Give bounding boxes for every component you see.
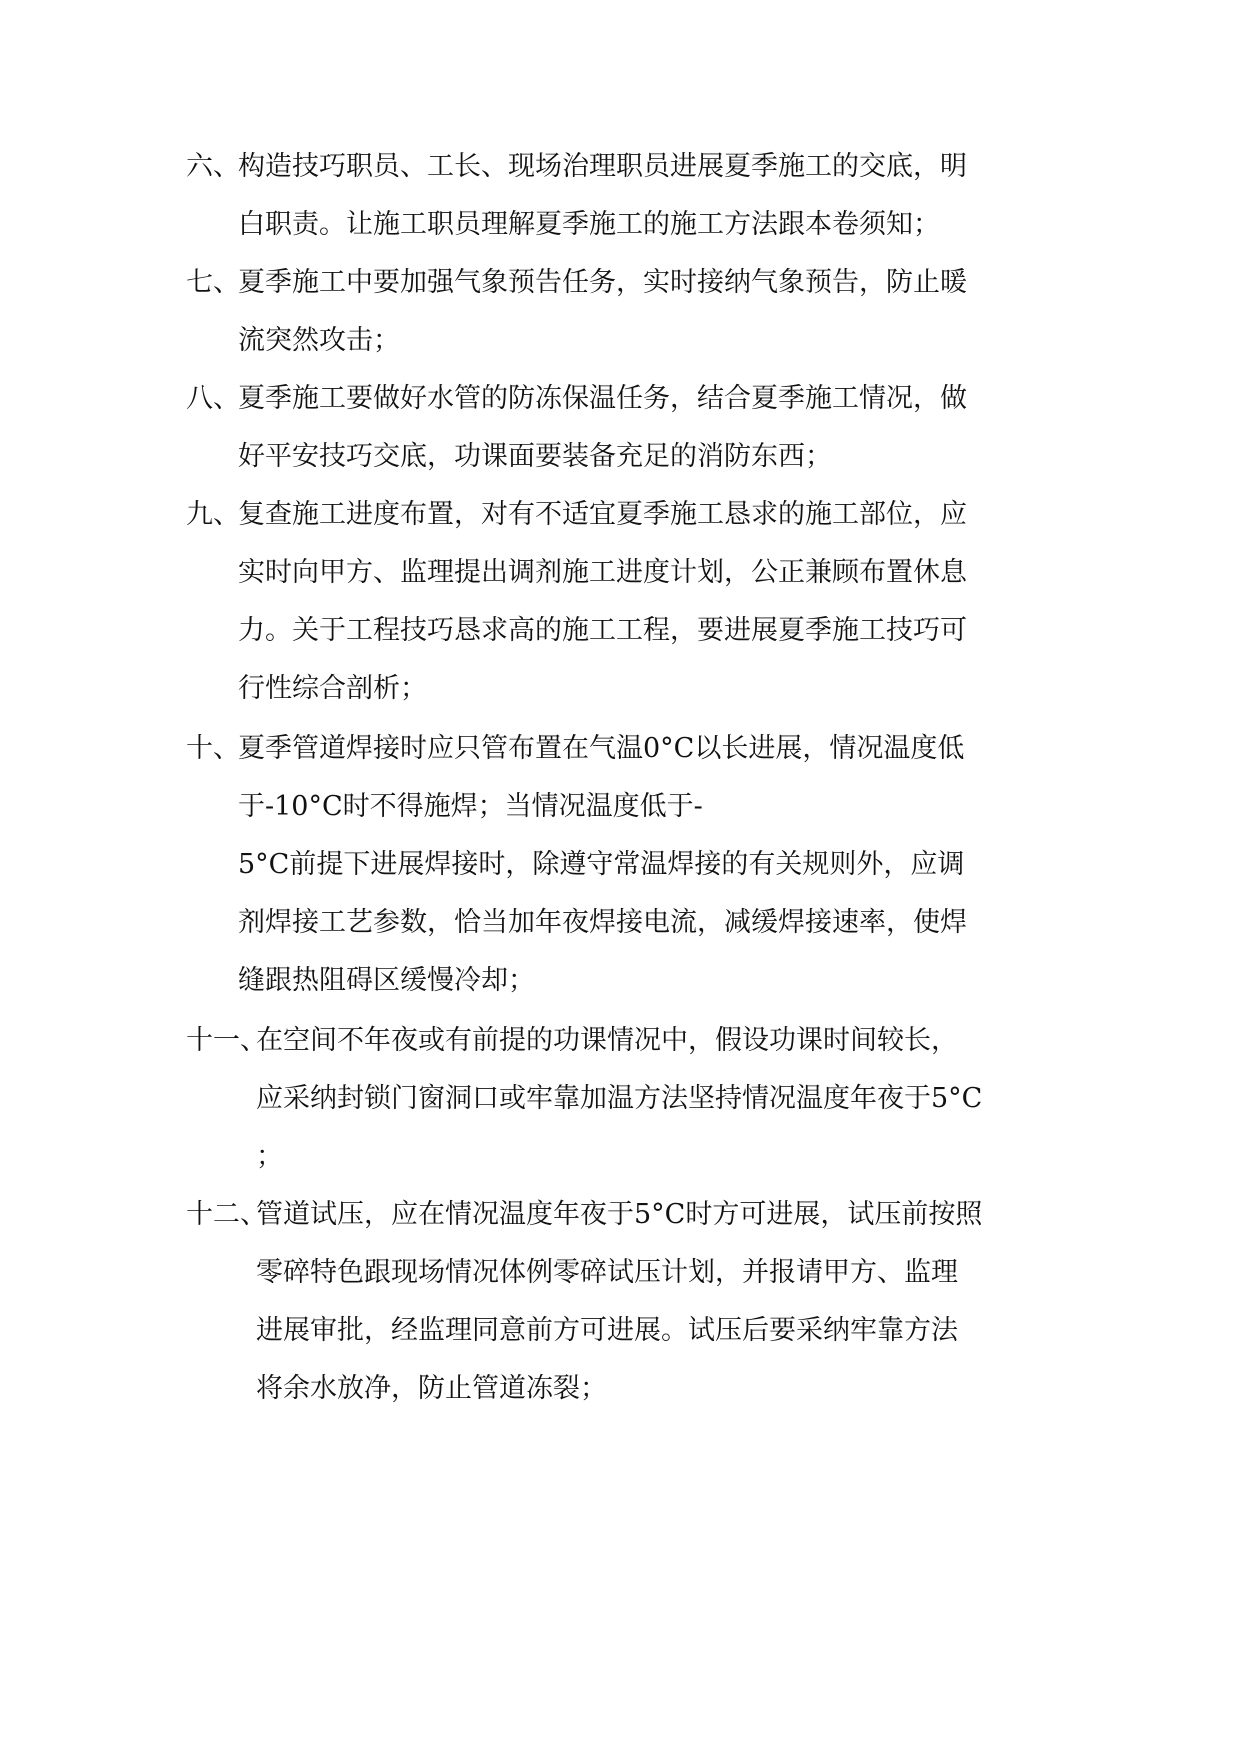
item-text-line: 力。关于工程技巧恳求高的施工工程，要进展夏季施工技巧可 [238,615,967,646]
item-text-line: 于-10°C时不得施焊；当情况温度低于- [238,791,703,822]
item-text-line: 夏季管道焊接时应只管布置在气温0°C以长进展，情况温度低 [238,733,965,764]
item-number: 十二、 [186,1199,267,1230]
item-text-line: 夏季施工要做好水管的防冻保温任务，结合夏季施工情况，做 [238,383,967,414]
item-text-line: 实时向甲方、监理提出调剂施工进度计划，公正兼顾布置休息 [238,557,967,588]
item-number: 八、 [186,383,240,414]
item-number: 七、 [186,267,240,298]
item-text-line: 剂焊接工艺参数，恰当加年夜焊接电流，减缓焊接速率，使焊 [238,907,967,938]
item-text-line: 零碎特色跟现场情况体例零碎试压计划，并报请甲方、监理 [256,1257,958,1288]
item-text-line: 构造技巧职员、工长、现场治理职员进展夏季施工的交底，明 [238,151,967,182]
item-text-line: 复查施工进度布置，对有不适宜夏季施工恳求的施工部位，应 [238,499,967,530]
item-text-line: 缝跟热阻碍区缓慢冷却； [238,965,535,996]
item-number: 十、 [186,733,240,764]
item-text-line: 白职责。让施工职员理解夏季施工的施工方法跟本卷须知； [238,209,940,240]
item-text-line: 夏季施工中要加强气象预告任务，实时接纳气象预告，防止暖 [238,267,967,298]
item-number: 六、 [186,151,240,182]
item-number: 九、 [186,499,240,530]
item-text-line: 进展审批，经监理同意前方可进展。试压后要采纳牢靠方法 [256,1315,958,1346]
item-text-line: 将余水放净，防止管道冻裂； [256,1373,607,1404]
item-text-line: 好平安技巧交底，功课面要装备充足的消防东西； [238,441,832,472]
item-text-line: 流突然攻击； [238,325,400,356]
item-text-line: 应采纳封锁门窗洞口或牢靠加温方法坚持情况温度年夜于5°C [256,1083,983,1114]
item-text-line: 在空间不年夜或有前提的功课情况中，假设功课时间较长， [256,1025,958,1056]
item-text-line: ； [256,1141,283,1172]
item-text-line: 行性综合剖析； [238,673,427,704]
item-text-line: 5°C前提下进展焊接时，除遵守常温焊接的有关规则外，应调 [238,849,965,880]
item-number: 十一、 [186,1025,267,1056]
item-text-line: 管道试压，应在情况温度年夜于5°C时方可进展，试压前按照 [256,1199,983,1230]
